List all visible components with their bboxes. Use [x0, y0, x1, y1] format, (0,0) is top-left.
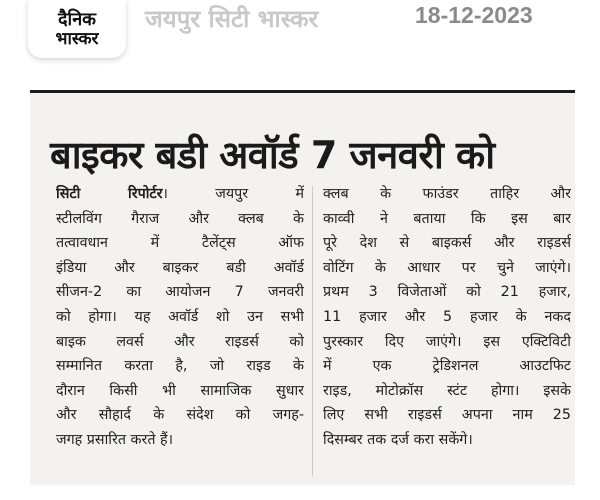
text-line: में एक ट्रेडिशनल आउटफिट: [323, 358, 571, 375]
column-divider: [312, 186, 313, 476]
publication-date: 18-12-2023: [415, 2, 533, 28]
masthead: [0, 0, 600, 78]
text-line: और सौहार्द के संदेश को जगह-: [56, 407, 304, 424]
text-line: राइड, मोटोक्रॉस स्टंट होगा। इसके: [323, 382, 571, 399]
logo-line-2: भास्कर: [55, 28, 99, 49]
left-column: [56, 182, 304, 453]
text-line: पुरस्कार दिए जाएंगे। इस एक्टिविटी: [323, 333, 571, 350]
headline: बाइकर बडी अवॉर्ड 7 जनवरी को: [50, 133, 495, 177]
text-line: क्लब के फाउंडर ताहिर और: [323, 186, 571, 202]
text-line: [56, 182, 304, 207]
top-rule: [30, 90, 575, 93]
text-line: सम्मानित करता है, जो राइड के: [56, 358, 304, 375]
news-clipping: [30, 90, 575, 485]
edition-name: जयपुर सिटी भास्कर: [145, 5, 319, 33]
byline: सिटी रिपोर्टर: [56, 186, 163, 202]
right-column: [323, 182, 571, 453]
text-line: सीजन-2 का आयोजन 7 जनवरी: [56, 284, 304, 301]
text-line: बाइक लवर्स और राइडर्स को: [56, 333, 304, 350]
text-line: तत्वावधान में टैलेंट्स ऑफ: [56, 235, 304, 252]
text-line: पूरे देश से बाइकर्स और राइडर्स: [323, 235, 571, 252]
text-line: लिए सभी राइडर्स अपना नाम 25: [323, 407, 571, 424]
text-line: दिसम्बर तक दर्ज करा सकेंगे।: [323, 431, 473, 448]
text-line: 11 हजार और 5 हजार के नकद: [323, 308, 571, 325]
text-line: जगह प्रसारित करते हैं।: [56, 431, 174, 448]
text-line: को होगा। यह अवॉर्ड शो उन सभी: [56, 308, 304, 325]
text-line: प्रथम 3 विजेताओं को 21 हजार,: [323, 284, 571, 301]
text-fragment: । जयपुर में: [162, 186, 304, 202]
text-line: स्टीलविंग गैराज और क्लब के: [56, 210, 304, 227]
text-line: वोटिंग के आधार पर चुने जाएंगे।: [323, 259, 571, 276]
logo-line-1: दैनिक: [57, 8, 97, 30]
text-line: इंडिया और बाइकर बडी अवॉर्ड: [56, 259, 304, 276]
text-line: दौरान किसी भी सामाजिक सुधार: [56, 382, 304, 399]
text-line: काव्वी ने बताया कि इस बार: [323, 210, 571, 227]
newspaper-logo: [28, 0, 126, 58]
